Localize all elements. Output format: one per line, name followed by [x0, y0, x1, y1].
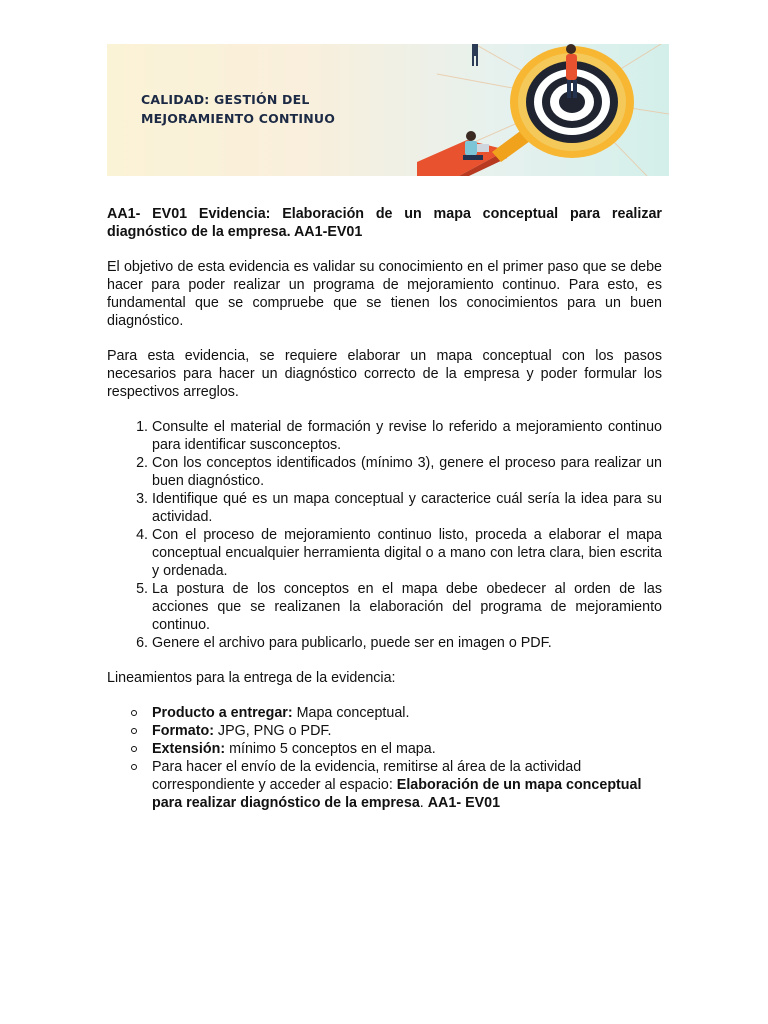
list-item: 3. Identifique qué es un mapa conceptual y caracterice cuál sería la idea para su actividad. — [152, 490, 662, 526]
list-item: 4. Con el proceso de mejoramiento continuo listo, proceda a elaborar el mapa conceptual encualquier herramienta digital o a mano con letra clara, bien escrita y ordenada. — [152, 526, 662, 580]
spec-value: JPG, PNG o PDF. — [213, 723, 332, 739]
spec-label: Formato: — [152, 723, 214, 739]
bullet-circle-icon — [131, 710, 137, 716]
list-item: 6. Genere el archivo para publicarlo, puede ser en imagen o PDF. — [152, 634, 662, 652]
list-item — [152, 722, 662, 740]
submission-space-title: Elaboración de un mapa conceptual para realizar diagnóstico de la empresa — [152, 777, 642, 811]
course-banner — [107, 44, 669, 176]
banner-title — [141, 90, 401, 128]
guidelines-list — [107, 704, 662, 812]
objective-paragraph: El objetivo de esta evidencia es validar su conocimiento en el primer paso que se debe hacer para poder realizar un programa de mejoramiento continuo. Para esto, es fundamental que se compruebe que se tienen los conocimientos para un buen diagnóstico. — [107, 259, 662, 329]
spec-value: Mapa conceptual. — [292, 705, 410, 721]
guidelines-intro: Lineamientos para la entrega de la evidencia: — [107, 670, 396, 686]
banner-title-line-2: MEJORAMIENTO CONTINUO — [141, 111, 336, 126]
banner-title-line-1: CALIDAD: GESTIÓN DEL — [141, 92, 310, 107]
list-item — [152, 758, 662, 812]
document-body — [107, 205, 662, 812]
evidence-heading: AA1- EV01 Evidencia: Elaboración de un mapa conceptual para realizar diagnóstico de la empresa. AA1-EV01 — [107, 206, 662, 240]
submission-code: AA1- EV01 — [427, 795, 501, 811]
list-item — [152, 704, 662, 722]
spec-label: Extensión: — [152, 741, 226, 757]
requirement-paragraph: Para esta evidencia, se requiere elaborar un mapa conceptual con los pasos necesarios para hacer un diagnóstico correcto de la empresa y poder formular los respectivos arreglos. — [107, 348, 662, 400]
target-illustration-icon — [397, 44, 669, 176]
submission-separator: . — [419, 795, 428, 811]
list-item: 2. Con los conceptos identificados (mínimo 3), genere el proceso para realizar un buen diagnóstico. — [152, 454, 662, 490]
bullet-circle-icon — [131, 746, 137, 752]
steps-list — [107, 418, 662, 652]
spec-label: Producto a entregar: — [152, 705, 293, 721]
spec-value: mínimo 5 conceptos en el mapa. — [225, 741, 436, 757]
bullet-circle-icon — [131, 728, 137, 734]
list-item — [152, 740, 662, 758]
bullet-circle-icon — [131, 764, 137, 770]
list-item: 1. Consulte el material de formación y revise lo referido a mejoramiento continuo para identificar susconceptos. — [152, 418, 662, 454]
list-item: 5. La postura de los conceptos en el mapa debe obedecer al orden de las acciones que se realizanen la elaboración del programa de mejoramiento continuo. — [152, 580, 662, 634]
submission-text: Para hacer el envío de la evidencia, remitirse al área de la actividad correspondiente y acceder al espacio: — [152, 759, 582, 793]
